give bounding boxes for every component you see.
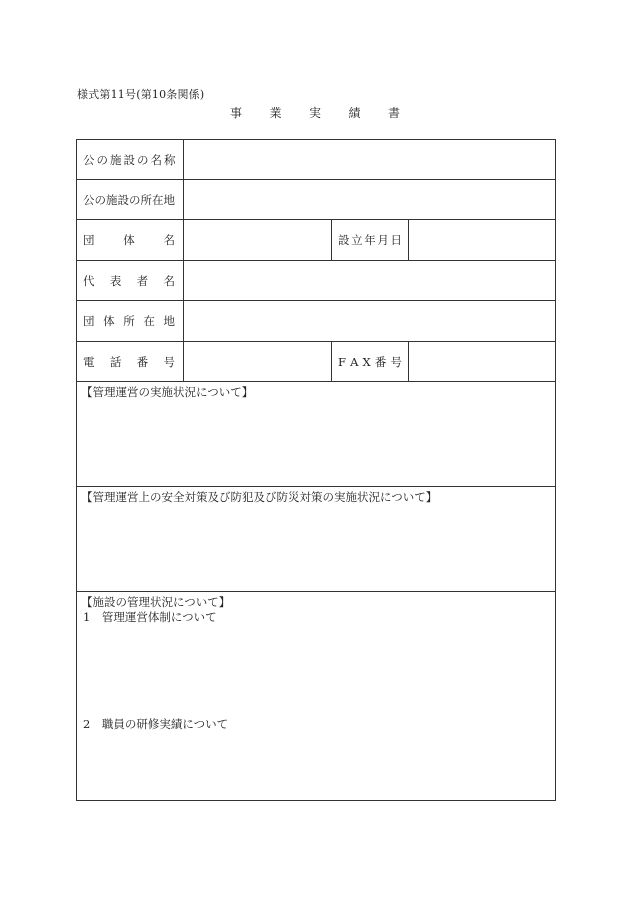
- org-name-field[interactable]: [184, 220, 332, 260]
- label-char: 立: [351, 233, 363, 247]
- label-char: 号: [390, 354, 402, 369]
- label-char: 地: [163, 314, 175, 328]
- label-char: 日: [390, 233, 402, 247]
- label-char: F: [338, 354, 346, 369]
- org-address-field[interactable]: [184, 301, 555, 341]
- facility-name-field[interactable]: [184, 140, 555, 179]
- label-char: 名: [163, 233, 175, 247]
- row-representative: [77, 261, 555, 301]
- label-char: A: [350, 354, 359, 369]
- label-char: 所: [123, 314, 135, 328]
- row-org-name: [77, 220, 555, 261]
- org-address-label: [77, 301, 184, 341]
- row-org-address: [77, 301, 555, 342]
- label-char: X: [362, 354, 371, 369]
- representative-field[interactable]: [184, 261, 555, 300]
- label-char: 表: [109, 273, 122, 288]
- label-char: 名: [163, 273, 175, 288]
- title-char: 事: [230, 106, 243, 120]
- title-char: 実: [308, 106, 321, 120]
- section-safety-measures[interactable]: [77, 487, 555, 592]
- item-staff-training: 2 職員の研修実績について: [83, 717, 229, 731]
- form-number: 様式第11号(第10条関係): [77, 88, 205, 101]
- row-facility-address: [77, 180, 555, 220]
- label-char: 話: [109, 354, 122, 369]
- phone-field[interactable]: [184, 342, 332, 381]
- label-char: 在: [143, 314, 155, 328]
- facility-address-label: 公の施設の所在地: [77, 180, 184, 219]
- label-char: 者: [136, 273, 149, 288]
- label-char: 電: [83, 354, 95, 369]
- row-facility-name: [77, 140, 555, 180]
- title-char: 績: [348, 106, 361, 120]
- row-phone-fax: [77, 342, 555, 382]
- document-title: [230, 104, 400, 121]
- title-char: 書: [387, 106, 400, 120]
- label-char: 番: [374, 354, 387, 369]
- representative-label: [77, 261, 184, 300]
- facility-name-label: 公の施設の名称: [77, 140, 184, 179]
- label-char: 号: [163, 354, 175, 369]
- label-char: 団: [83, 314, 95, 328]
- label-char: 代: [83, 273, 95, 288]
- item-management-structure: 1 管理運営体制について: [83, 610, 217, 624]
- section-operation-status[interactable]: [77, 382, 555, 487]
- section-management-status[interactable]: [77, 592, 555, 800]
- facility-address-field[interactable]: [184, 180, 555, 219]
- label-char: 体: [103, 314, 115, 328]
- fax-label: [332, 342, 409, 381]
- label-char: 月: [377, 233, 389, 247]
- label-char: 体: [123, 233, 135, 247]
- title-char: 業: [269, 106, 282, 120]
- label-char: 設: [338, 233, 350, 247]
- org-name-label: [77, 220, 184, 260]
- phone-label: [77, 342, 184, 381]
- label-char: 番: [136, 354, 149, 369]
- label-char: 団: [83, 233, 95, 247]
- form-table: [76, 139, 556, 801]
- established-date-field[interactable]: [409, 220, 555, 260]
- operation-status-heading: 【管理運営の実施状況について】: [81, 385, 254, 399]
- management-status-heading: 【施設の管理状況について】: [81, 595, 231, 609]
- fax-field[interactable]: [409, 342, 555, 381]
- safety-measures-heading: 【管理運営上の安全対策及び防犯及び防災対策の実施状況について】: [81, 490, 438, 504]
- established-date-label: [332, 220, 409, 260]
- label-char: 年: [364, 233, 376, 247]
